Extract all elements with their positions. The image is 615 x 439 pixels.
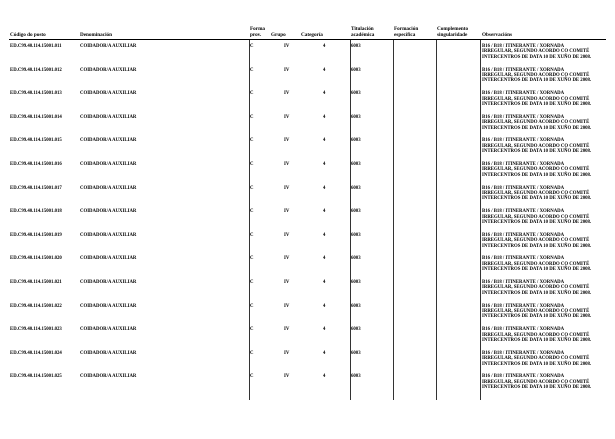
cell-denominacion: COIDADOR/A AUXILIAR — [80, 44, 137, 49]
cell-grupo: IV — [284, 44, 290, 49]
cell-grupo: IV — [284, 303, 290, 309]
cell-observacions-line: INTERCENTROS DE DATA 10 DE XUÑO DE 2008. — [482, 314, 592, 320]
cell-observacions-line: INTERCENTROS DE DATA 10 DE XUÑO DE 2008. — [482, 385, 592, 391]
cell-forma: C — [250, 350, 254, 356]
cell-observacions-line: IRREGULAR, SEGUNDO ACORDO CO COMITÉ — [482, 214, 590, 220]
cell-categoria: 4 — [323, 232, 326, 238]
cell-denominacion: COIDADOR/A AUXILIAR — [80, 374, 137, 380]
cell-observacions-line: IRREGULAR, SEGUNDO ACORDO CO COMITÉ — [482, 238, 590, 244]
cell-observacions-line: B16 / B18 / ITINERANTE / XORNADA — [482, 114, 565, 120]
cell-codigo: ED.C99.40.114.15001.020 — [10, 256, 62, 262]
cell-grupo: IV — [284, 114, 290, 120]
cell-titulacion: 6003 — [351, 44, 361, 49]
cell-codigo: ED.C99.40.114.15001.021 — [10, 280, 62, 285]
cell-titulacion: 6003 — [351, 114, 361, 120]
cell-observacions-line: INTERCENTROS DE DATA 10 DE XUÑO DE 2008. — [482, 172, 592, 178]
cell-observacions-line: B16 / B18 / ITINERANTE / XORNADA — [482, 185, 565, 191]
cell-grupo: IV — [284, 256, 290, 262]
cell-codigo: ED.C99.40.114.15001.022 — [10, 303, 62, 309]
cell-forma: C — [250, 327, 254, 333]
cell-titulacion: 6003 — [351, 280, 361, 285]
cell-codigo: ED.C99.40.114.15001.018 — [10, 209, 62, 215]
cell-categoria: 4 — [323, 280, 326, 285]
cell-observacions-line: IRREGULAR, SEGUNDO ACORDO CO COMITÉ — [482, 190, 590, 196]
cell-forma: C — [250, 67, 254, 73]
cell-observacions-line: IRREGULAR, SEGUNDO ACORDO CO COMITÉ — [482, 120, 590, 126]
cell-codigo: ED.C99.40.114.15001.019 — [10, 232, 62, 238]
cell-observacions-line: IRREGULAR, SEGUNDO ACORDO CO COMITÉ — [482, 332, 590, 338]
cell-observacions-line: B16 / B18 / ITINERANTE / XORNADA — [482, 91, 565, 97]
cell-grupo: IV — [284, 209, 290, 215]
cell-categoria: 4 — [323, 303, 326, 309]
cell-forma: C — [250, 114, 254, 120]
cell-observacions-line: IRREGULAR, SEGUNDO ACORDO CO COMITÉ — [482, 379, 590, 385]
cell-titulacion: 6003 — [351, 303, 361, 309]
cell-forma: C — [250, 91, 254, 97]
cell-observacions-line: INTERCENTROS DE DATA 10 DE XUÑO DE 2008. — [482, 290, 592, 296]
cell-observacions-line: B16 / B18 / ITINERANTE / XORNADA — [482, 327, 565, 333]
cell-observacions-line: B16 / B18 / ITINERANTE / XORNADA — [482, 209, 565, 215]
cell-codigo: ED.C99.40.114.15001.015 — [10, 138, 62, 144]
cell-denominacion: COIDADOR/A AUXILIAR — [80, 91, 137, 97]
header-complemento-line2: singularidade — [437, 32, 468, 38]
cell-observacions-line: IRREGULAR, SEGUNDO ACORDO CO COMITÉ — [482, 261, 590, 267]
cell-grupo: IV — [284, 67, 290, 73]
table-row — [0, 349, 615, 373]
cell-denominacion: COIDADOR/A AUXILIAR — [80, 162, 137, 167]
header-forma-line2: prov. — [250, 32, 262, 38]
cell-observacions-line: IRREGULAR, SEGUNDO ACORDO CO COMITÉ — [482, 285, 590, 291]
cell-observacions-line: B16 / B18 / ITINERANTE / XORNADA — [482, 67, 565, 73]
table-row — [0, 207, 615, 231]
cell-codigo: ED.C99.40.114.15001.011 — [10, 44, 62, 49]
cell-grupo: IV — [284, 327, 290, 333]
cell-observacions-line: INTERCENTROS DE DATA 10 DE XUÑO DE 2008. — [482, 78, 592, 84]
cell-categoria: 4 — [323, 327, 326, 333]
cell-observacions-line: INTERCENTROS DE DATA 10 DE XUÑO DE 2008. — [482, 337, 592, 343]
cell-codigo: ED.C99.40.114.15001.023 — [10, 327, 62, 333]
cell-codigo: ED.C99.40.114.15001.014 — [10, 114, 62, 120]
header-codigo: Código do posto — [10, 32, 46, 38]
cell-codigo: ED.C99.40.114.15001.025 — [10, 374, 62, 380]
cell-categoria: 4 — [323, 374, 326, 380]
cell-observacions-line: INTERCENTROS DE DATA 10 DE XUÑO DE 2008. — [482, 125, 592, 131]
table-row — [0, 372, 615, 396]
cell-categoria: 4 — [323, 209, 326, 215]
cell-forma: C — [250, 209, 254, 215]
table-row — [0, 160, 615, 184]
cell-grupo: IV — [284, 350, 290, 356]
header-denominacion: Denominación — [80, 32, 112, 38]
cell-grupo: IV — [284, 162, 290, 167]
cell-categoria: 4 — [323, 114, 326, 120]
cell-observacions-line: INTERCENTROS DE DATA 10 DE XUÑO DE 2008. — [482, 219, 592, 225]
cell-observacions-line: B16 / B18 / ITINERANTE / XORNADA — [482, 303, 565, 309]
cell-titulacion: 6003 — [351, 138, 361, 144]
cell-denominacion: COIDADOR/A AUXILIAR — [80, 327, 137, 333]
cell-observacions-line: B16 / B18 / ITINERANTE / XORNADA — [482, 350, 565, 356]
cell-grupo: IV — [284, 232, 290, 238]
cell-forma: C — [250, 138, 254, 144]
cell-observacions-line: INTERCENTROS DE DATA 10 DE XUÑO DE 2008. — [482, 267, 592, 273]
cell-observacions-line: B16 / B18 / ITINERANTE / XORNADA — [482, 138, 565, 144]
cell-observacions-line: INTERCENTROS DE DATA 10 DE XUÑO DE 2008. — [482, 361, 592, 367]
cell-forma: C — [250, 303, 254, 309]
cell-observacions-line: B16 / B18 / ITINERANTE / XORNADA — [482, 44, 565, 49]
cell-titulacion: 6003 — [351, 327, 361, 333]
cell-grupo: IV — [284, 280, 290, 285]
table-row — [0, 42, 615, 66]
table-row — [0, 278, 615, 302]
cell-categoria: 4 — [323, 162, 326, 167]
cell-observacions-line: INTERCENTROS DE DATA 10 DE XUÑO DE 2008. — [482, 149, 592, 155]
cell-titulacion: 6003 — [351, 374, 361, 380]
cell-observacions-line: IRREGULAR, SEGUNDO ACORDO CO COMITÉ — [482, 308, 590, 314]
header-titulacion-line2: académica — [351, 32, 375, 38]
cell-denominacion: COIDADOR/A AUXILIAR — [80, 138, 137, 144]
cell-observacions-line: B16 / B18 / ITINERANTE / XORNADA — [482, 374, 565, 380]
header-complemento-line1: Complemento — [437, 26, 469, 32]
cell-forma: C — [250, 44, 254, 49]
table-row — [0, 89, 615, 113]
cell-forma: C — [250, 162, 254, 167]
header-titulacion-line1: Titulación — [351, 26, 374, 32]
header-formacion-line2: específica — [394, 32, 416, 38]
cell-forma: C — [250, 280, 254, 285]
cell-forma: C — [250, 256, 254, 262]
cell-denominacion: COIDADOR/A AUXILIAR — [80, 280, 137, 285]
cell-grupo: IV — [284, 91, 290, 97]
table-row — [0, 254, 615, 278]
table-row — [0, 136, 615, 160]
cell-categoria: 4 — [323, 185, 326, 191]
cell-titulacion: 6003 — [351, 185, 361, 191]
cell-observacions-line: B16 / B18 / ITINERANTE / XORNADA — [482, 280, 565, 285]
table-row — [0, 113, 615, 137]
header-rule — [9, 39, 606, 40]
header-forma-line1: Forma — [250, 26, 265, 32]
cell-observacions-line: IRREGULAR, SEGUNDO ACORDO CO COMITÉ — [482, 167, 590, 173]
cell-categoria: 4 — [323, 91, 326, 97]
header-observacions: Observacións — [482, 32, 512, 38]
cell-grupo: IV — [284, 374, 290, 380]
cell-codigo: ED.C99.40.114.15001.013 — [10, 91, 62, 97]
table-row — [0, 302, 615, 326]
cell-observacions-line: B16 / B18 / ITINERANTE / XORNADA — [482, 162, 565, 167]
cell-denominacion: COIDADOR/A AUXILIAR — [80, 114, 137, 120]
table-row — [0, 66, 615, 90]
header-formacion-line1: Formación — [394, 26, 419, 32]
cell-categoria: 4 — [323, 138, 326, 144]
cell-denominacion: COIDADOR/A AUXILIAR — [80, 303, 137, 309]
cell-observacions-line: INTERCENTROS DE DATA 10 DE XUÑO DE 2008. — [482, 243, 592, 249]
cell-titulacion: 6003 — [351, 256, 361, 262]
cell-categoria: 4 — [323, 44, 326, 49]
cell-observacions-line: B16 / B18 / ITINERANTE / XORNADA — [482, 256, 565, 262]
cell-grupo: IV — [284, 185, 290, 191]
cell-denominacion: COIDADOR/A AUXILIAR — [80, 350, 137, 356]
cell-categoria: 4 — [323, 67, 326, 73]
cell-observacions-line: IRREGULAR, SEGUNDO ACORDO CO COMITÉ — [482, 143, 590, 149]
cell-grupo: IV — [284, 138, 290, 144]
cell-forma: C — [250, 185, 254, 191]
cell-forma: C — [250, 374, 254, 380]
table-row — [0, 325, 615, 349]
cell-observacions-line: IRREGULAR, SEGUNDO ACORDO CO COMITÉ — [482, 72, 590, 78]
cell-observacions-line: IRREGULAR, SEGUNDO ACORDO CO COMITÉ — [482, 96, 590, 102]
cell-observacions-line: B16 / B18 / ITINERANTE / XORNADA — [482, 232, 565, 238]
cell-observacions-line: IRREGULAR, SEGUNDO ACORDO CO COMITÉ — [482, 49, 590, 55]
cell-denominacion: COIDADOR/A AUXILIAR — [80, 232, 137, 238]
cell-titulacion: 6003 — [351, 232, 361, 238]
cell-codigo: ED.C99.40.114.15001.016 — [10, 162, 62, 167]
cell-titulacion: 6003 — [351, 91, 361, 97]
cell-observacions-line: INTERCENTROS DE DATA 10 DE XUÑO DE 2008. — [482, 101, 592, 107]
cell-titulacion: 6003 — [351, 67, 361, 73]
cell-observacions-line: IRREGULAR, SEGUNDO ACORDO CO COMITÉ — [482, 356, 590, 362]
cell-codigo: ED.C99.40.114.15001.024 — [10, 350, 62, 356]
cell-denominacion: COIDADOR/A AUXILIAR — [80, 185, 137, 191]
cell-titulacion: 6003 — [351, 209, 361, 215]
cell-denominacion: COIDADOR/A AUXILIAR — [80, 67, 137, 73]
cell-codigo: ED.C99.40.114.15001.017 — [10, 185, 62, 191]
cell-categoria: 4 — [323, 350, 326, 356]
cell-observacions-line: INTERCENTROS DE DATA 10 DE XUÑO DE 2008. — [482, 54, 592, 60]
cell-forma: C — [250, 232, 254, 238]
cell-denominacion: COIDADOR/A AUXILIAR — [80, 256, 137, 262]
cell-categoria: 4 — [323, 256, 326, 262]
cell-titulacion: 6003 — [351, 350, 361, 356]
cell-titulacion: 6003 — [351, 162, 361, 167]
header-grupo: Grupo — [271, 32, 286, 38]
table-row — [0, 231, 615, 255]
cell-codigo: ED.C99.40.114.15001.012 — [10, 67, 62, 73]
cell-observacions-line: INTERCENTROS DE DATA 10 DE XUÑO DE 2008. — [482, 196, 592, 202]
cell-denominacion: COIDADOR/A AUXILIAR — [80, 209, 137, 215]
header-categoria: Categoría — [301, 32, 323, 38]
table-row — [0, 184, 615, 208]
